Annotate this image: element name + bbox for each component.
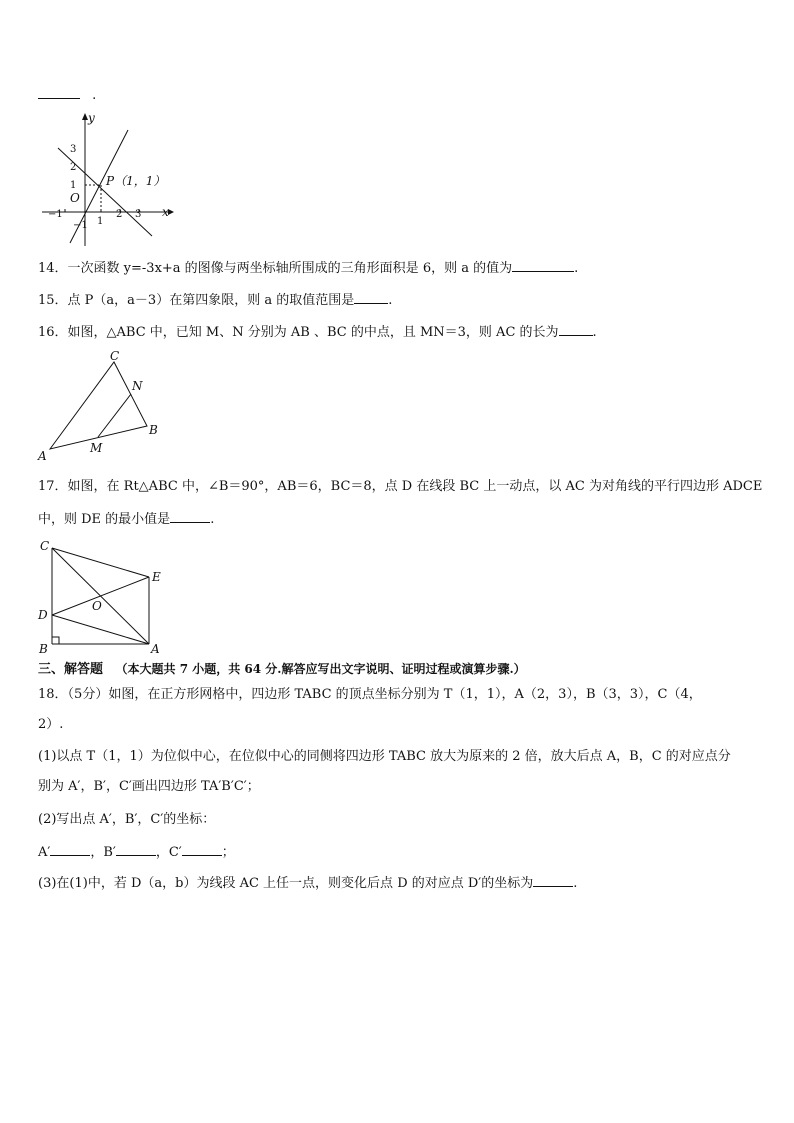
question-18-part-3	[38, 874, 577, 893]
question-17-line-1	[38, 478, 762, 496]
section-3-heading	[38, 660, 526, 679]
vertex-c-label: C	[110, 349, 120, 363]
period: .	[92, 88, 97, 103]
a-prime-label: A′	[38, 845, 51, 860]
x-tick-2: 2	[116, 209, 123, 220]
y-tick-3: 3	[70, 144, 77, 155]
part-2-text: (2)写出点 A′，B′，C′的坐标：	[38, 812, 216, 827]
previous-answer-line	[38, 86, 96, 105]
question-18-text-1: 18．（5分）如图，在正方形网格中，四边形 TABC 的顶点坐标分别为 T（1，1），A（2，3），B（3，3），C（4，	[38, 687, 702, 702]
vertex-a-label: A	[38, 449, 47, 463]
answer-blank-c	[182, 843, 222, 856]
part-3-text: (3)在(1)中，若 D（a，b）为线段 AC 上任一点，则变化后点 D 的对应点 D′的坐标为	[38, 876, 534, 891]
section-3-title: 三、解答题	[38, 662, 104, 677]
answer-blank	[533, 874, 573, 887]
point-m-label: M	[90, 441, 103, 455]
period: .	[592, 325, 597, 340]
question-15-text: 15．点 P（a，a－3）在第四象限，则 a 的取值范围是	[38, 293, 355, 308]
x-tick-1: 1	[97, 216, 104, 227]
y-axis-label: y	[88, 111, 95, 125]
origin-label: O	[70, 191, 80, 205]
section-3-note: （本大题共 7 小题，共 64 分.解答应写出文字说明、证明过程或演算步骤.）	[115, 662, 526, 676]
y-tick-1: 1	[70, 180, 77, 191]
part-1-text-1: (1)以点 T（1，1）为位似中心，在位似中心的同侧将四边形 TABC 放大为原来的 2 倍，放大后点 A，B，C 的对应点分	[38, 749, 731, 764]
vertex-b-label: B	[39, 642, 48, 656]
x-tick-3: 3	[135, 209, 142, 220]
center-o-label: O	[92, 599, 102, 613]
coordinate-graph	[40, 110, 180, 250]
triangle-figure	[36, 348, 176, 463]
answer-blank	[38, 86, 80, 99]
c-prime-label: ，C′	[155, 845, 182, 860]
period: .	[210, 512, 215, 527]
question-15	[38, 291, 392, 310]
question-18-line-1	[38, 686, 702, 704]
question-18-part-2	[38, 811, 215, 829]
answer-blank	[170, 510, 210, 523]
vertex-b-label: B	[149, 423, 158, 437]
question-17-text-1: 17．如图，在 Rt△ABC 中，∠B＝90°，AB＝6，BC＝8，点 D 在线段 BC 上一动点，以 AC 为对角线的平行四边形 ADCE	[38, 479, 763, 494]
question-17-line-2	[38, 510, 214, 529]
question-14	[38, 259, 578, 278]
x-tick-neg1: −1	[48, 209, 63, 220]
point-n-label: N	[132, 379, 143, 393]
question-18-part-1-line-1	[38, 748, 731, 766]
semicolon: ；	[221, 845, 235, 860]
right-angle-mark	[52, 637, 59, 644]
answer-blank-a	[50, 843, 90, 856]
period: .	[573, 876, 578, 891]
answer-blank	[354, 291, 388, 304]
vertex-a-label: A	[151, 642, 160, 656]
period: .	[574, 261, 579, 276]
y-tick-neg1: −1	[73, 220, 88, 231]
question-16-text: 16．如图，△ABC 中，已知 M、N 分别为 AB 、BC 的中点，且 MN＝3，则 AC 的长为	[38, 325, 559, 340]
x-axis-label: x	[162, 205, 169, 219]
y-tick-2: 2	[70, 162, 77, 173]
answer-blank-b	[116, 843, 156, 856]
question-18-text-2: 2）.	[38, 717, 64, 732]
part-1-text-2: 别为 A′，B′，C′画出四边形 TA′B′C′；	[38, 779, 260, 794]
question-16	[38, 323, 597, 342]
x-axis-arrow	[168, 209, 174, 215]
question-18-part-2-answers	[38, 843, 235, 862]
parallelogram-figure	[34, 536, 174, 654]
answer-blank	[512, 259, 574, 272]
period: .	[388, 293, 393, 308]
answer-blank	[559, 323, 593, 336]
b-prime-label: ，B′	[90, 845, 116, 860]
question-17-text-2: 中，则 DE 的最小值是	[38, 512, 171, 527]
point-p-label: P（1，1）	[106, 174, 166, 188]
vertex-d-label: D	[38, 608, 48, 622]
question-18-part-1-line-2	[38, 778, 260, 796]
vertex-e-label: E	[152, 570, 161, 584]
question-14-text: 14．一次函数 y=-3x+a 的图像与两坐标轴所围成的三角形面积是 6，则 a 的值为	[38, 261, 513, 276]
question-18-line-2	[38, 716, 63, 734]
vertex-c-label: C	[40, 539, 50, 553]
